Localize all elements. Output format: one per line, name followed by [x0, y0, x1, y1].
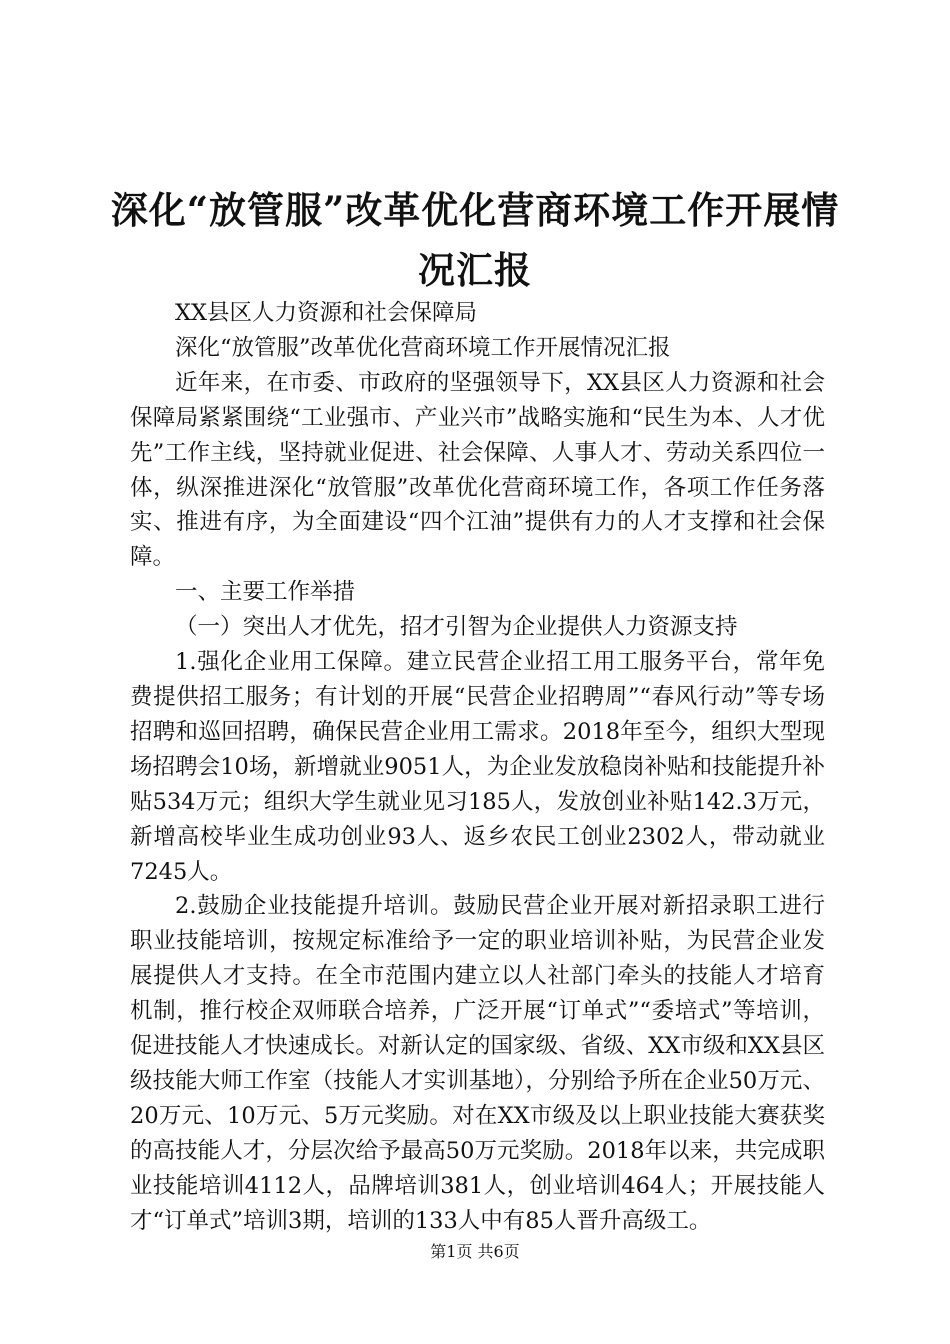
subsection-heading: （一）突出人才优先，招才引智为企业提供人力资源支持	[175, 614, 738, 641]
body-paragraph: 2.鼓励企业技能提升培训。鼓励民营企业开展对新招录职工进行职业技能培训，按规定标准给予一定的职业培训补贴，为民营企业发展提供人才支持。在全市范围内建立以人社部门牵头的技能人才培育机制，推行校企双师联合培养，广泛开展“订单式”“委培式”等培训，促进技能人才快速成长。对新认定的国家级、省级、XX市级和XX县区级技能大师工作室（技能人才实训基地），分别给予所在企业50万元、20万元、10万元、5万元奖励。对在XX市级及以上职业技能大赛获奖的高技能人才，分层次给予最高50万元奖励。2018年以来，共完成职业技能培训4112人，品牌培训381人，创业培训464人；开展技能人才“订单式”培训3期，培训的133人中有85人晋升高级工。	[130, 893, 825, 1234]
document-title-line-2: 况汇报	[418, 248, 532, 292]
intro-paragraph: 近年来，在市委、市政府的坚强领导下，XX县区人力资源和社会保障局紧紧围绕“工业强市、产业兴市”战略实施和“民生为本、人才优先”工作主线，坚持就业促进、社会保障、人事人才、劳动关系四位一体，纵深推进深化“放管服”改革优化营商环境工作，各项工作任务落实、推进有序，为全面建设“四个江油”提供有力的人才支撑和社会保障。	[130, 369, 825, 571]
subtitle-line: 深化“放管服”改革优化营商环境工作开展情况汇报	[175, 334, 671, 361]
document-title-line-1: 深化“放管服”改革优化营商环境工作开展情	[110, 188, 840, 232]
document-body	[130, 296, 825, 1238]
body-paragraph: 1.强化企业用工保障。建立民营企业招工用工服务平台，常年免费提供招工服务；有计划的开展“民营企业招聘周”“春风行动”等专场招聘和巡回招聘，确保民营企业用工需求。2018年至今，组织大型现场招聘会10场，新增就业9051人，为企业发放稳岗补贴和技能提升补贴534万元；组织大学生就业见习185人，发放创业补贴142.3万元，新增高校毕业生成功创业93人、返乡农民工创业2302人，带动就业7245人。	[130, 649, 825, 885]
page-footer: 第1页 共6页	[430, 1242, 520, 1261]
section-heading: 一、主要工作举措	[175, 579, 356, 606]
issuer-line: XX县区人力资源和社会保障局	[175, 300, 478, 326]
